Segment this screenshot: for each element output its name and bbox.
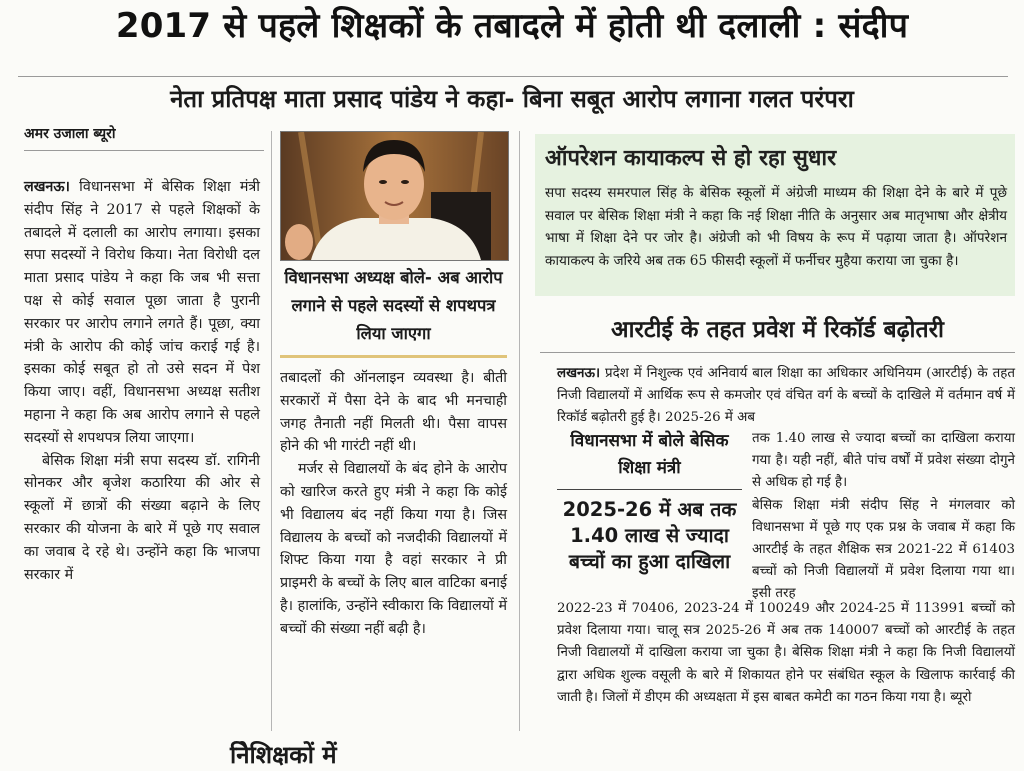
column-divider xyxy=(271,131,272,731)
kayakalp-title: ऑपरेशन कायाकल्प से हो रहा सुधार xyxy=(545,146,837,171)
photo-caption: विधानसभा अध्यक्ष बोले- अब आरोप लगाने से पहले सदस्यों से शपथपत्र लिया जाएगा xyxy=(284,268,503,343)
minister-photo xyxy=(280,131,509,261)
pull-quote-admissions: 2025-26 में अब तक 1.40 लाख से ज्यादा बच्चों का हुआ दाखिला xyxy=(562,498,737,573)
paragraph: तबादलों की ऑनलाइन व्यवस्था है। बीती सरकारों में पैसा देने के बाद भी मनचाही जगह तैनाती नहीं मिलती थी। पैसा वापस होने की भी गारंटी नहीं थी। xyxy=(280,370,507,455)
headline-divider xyxy=(18,76,1008,77)
next-headline-cut: नेिशिक्षकों में xyxy=(230,741,337,769)
pull-quote-divider xyxy=(557,489,742,490)
rte-tail-text xyxy=(557,598,1015,709)
pull-quote-minister: विधानसभा में बोले बेसिक शिक्षा मंत्री xyxy=(570,431,729,478)
headline: 2017 से पहले शिक्षकों के तबादले में होती थी दलाली : संदीप xyxy=(115,6,909,46)
byline-divider xyxy=(24,150,264,151)
rte-side-text xyxy=(752,428,1015,606)
kayakalp-text: सपा सदस्य समरपाल सिंह के बेसिक स्कूलों में अंग्रेजी माध्यम की शिक्षा देने के बारे में पूछे सवाल पर बेसिक शिक्षा मंत्री ने कहा कि नई शिक्षा नीति के अनुसार अब मातृभाषा और क्षेत्रीय भाषा में शिक्षा देने पर जोर है। अंग्रेजी को भी विषय के रूप में पढ़ाया जाता है। ऑपरेशन कायाकल्प के जरिये अब तक 65 फीसदी स्कूलों में फर्नीचर मुहैया कराया जा चुका है। xyxy=(545,185,1007,269)
paragraph: बेसिक शिक्षा मंत्री संदीप सिंह ने मंगलवार को विधानसभा में पूछे गए एक प्रश्न के जवाब में कहा कि आरटीई के तहत शैक्षिक सत्र 2021-22 में 61403 बच्चों को निजी विद्यालयों में प्रवेश दिलाया गया था। इसी तरह xyxy=(752,497,1015,602)
article-column-1 xyxy=(24,176,260,586)
dateline: लखनऊ। xyxy=(557,365,601,381)
dateline: लखनऊ। xyxy=(24,179,70,195)
paragraph-text: विधानसभा में बेसिक शिक्षा मंत्री संदीप सिंह ने 2017 से पहले शिक्षकों के तबादले में दलाली का आरोप लगाया। इसका सपा सदस्यों ने विरोध किया। नेता विरोधी दल माता प्रसाद पांडेय ने कहा कि जब भी सत्ता पक्ष से कोई सवाल पूछा जाता है पुरानी सरकार पर आरोप लगाने लगते हैं। पूछा, क्या मंत्री के आरोप की कोई जांच कराई गई है। इसका कोई सबूत हो तो उसे सदन में पेश किया जाए। वहीं, विधानसभा अध्यक्ष सतीश महाना ने कहा कि अब आरोप लगाने से पहले सदस्यों से शपथपत्र लिया जाएगा। xyxy=(24,179,261,446)
paragraph-text: प्रदेश में निशुल्क एवं अनिवार्य बाल शिक्षा का अधिकार अधिनियम (आरटीई) के तहत निजी विद्यालयों में आर्थिक रूप से कमजोर एवं वंचित वर्ग के बच्चों के दाखिले में वर्तमान वर्ष में रिकॉर्ड बढ़ोतरी हुई है। 2025-26 में अब xyxy=(557,366,1015,426)
paragraph: बेसिक शिक्षा मंत्री सपा सदस्य डॉ. रागिनी सोनकर और बृजेश कठारिया की ओर से स्कूलों में छात्रों की संख्या बढ़ाने के लिए सरकार की योजना के बारे में पूछे गए सवाल का जवाब दे रहे थे। उन्होंने कहा कि भाजपा सरकार में xyxy=(24,452,260,583)
rte-title-divider xyxy=(540,352,1015,353)
caption-underline xyxy=(280,355,507,358)
paragraph: मर्जर से विद्यालयों के बंद होने के आरोप को खारिज करते हुए मंत्री ने कहा कि कोई भी विद्यालय बंद नहीं किया गया है। जिस विद्यालय के बच्चों को नजदीकी विद्यालयों में शिफ्ट किया गया है वहां सरकार ने प्री प्राइमरी के बच्चों के लिए बाल वाटिका बनाई है। हालांकि, उन्होंने स्वीकारा कि विद्यालयों में बच्चों की संख्या नहीं बढ़ी है। xyxy=(280,461,507,637)
article-column-2 xyxy=(280,367,507,641)
rte-title: आरटीई के तहत प्रवेश में रिकॉर्ड बढ़ोतरी xyxy=(611,317,944,343)
byline: अमर उजाला ब्यूरो xyxy=(24,126,116,142)
rte-lead-text xyxy=(557,362,1015,430)
paragraph xyxy=(24,176,260,450)
column-divider xyxy=(519,131,520,731)
paragraph: तक 1.40 लाख से ज्यादा बच्चों का दाखिला कराया गया है। यही नहीं, बीते पांच वर्षों में प्रवेश संख्या दोगुने से अधिक हो गई है। xyxy=(752,431,1015,491)
paragraph: 2022-23 में 70406, 2023-24 में 100249 और 2024-25 में 113991 बच्चों को प्रवेश दिलाया गया। चालू सत्र 2025-26 में अब तक 140007 बच्चों को आरटीई के तहत निजी विद्यालयों में दाखिला कराया जा चुका है। बेसिक शिक्षा मंत्री ने कहा कि निजी विद्यालयों द्वारा अधिक शुल्क वसूली के बारे में शिकायत होने पर संबंधित स्कूल के खिलाफ कार्रवाई की जाती है। जिलों में डीएम की अध्यक्षता में इस बाबत कमेटी का गठन किया गया है। ब्यूरो xyxy=(557,601,1015,705)
person-portrait-icon xyxy=(281,132,508,260)
subheadline: नेता प्रतिपक्ष माता प्रसाद पांडेय ने कहा- बिना सबूत आरोप लगाना गलत परंपरा xyxy=(170,85,854,113)
